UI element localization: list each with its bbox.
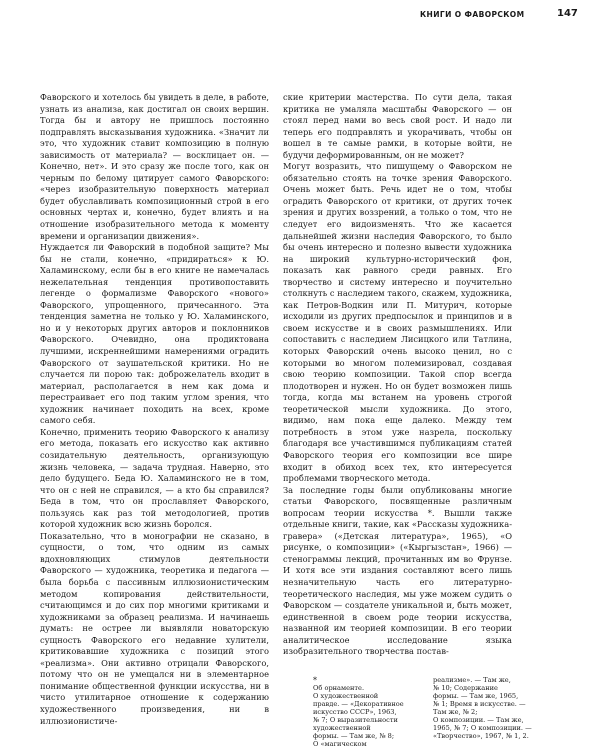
footnote-line: Об орнаменте. [313, 684, 365, 692]
paragraph: За последние годы были опубликованы многие статьи Фаворского, посвященные различным вопросам теории искусства *. Вышли также отдельные книги, такие, как «Рассказы художника-гравера» («Детская литература», 1965), «О рисунке, о композиции» («Кыргызстан», 1966) — стенограммы лекций, прочитанных им во Фрунзе. И хотя все эти издания составляют всего лишь незначительную часть его литературно-теоретического наследия, мы уже можем судить о Фаворском — создателе уникальной и, быть может, единственной в своем роде теории искусства, названной им теорией композиции. В его теории аналитическое исследование языка изобразительного творчества постав- [283, 484, 512, 657]
footnote-line: Там же, № 2; [433, 708, 478, 716]
footnote-column-b [433, 676, 543, 740]
page-number: 147 [557, 8, 578, 19]
page-header [0, 8, 600, 24]
paragraph: Фаворского и хотелось бы увидеть в деле, в работе, узнать из анализа, как достигал он своих вершин. Тогда бы и автору не пришлось постоянно подправлять высказывания художника. «Значит ли это, что художник ставит композицию в полную зависимость от материала? — восклицает он. — Конечно, нет». И это сразу же после того, как он черным по белому цитирует самого Фаворского: «через изобразительную поверхность материал будет обуславливать композиционный строй в его основных чертах и, конечно, будет влиять и на отношение изобразительного метода к моменту времени и организации движения». [40, 92, 269, 241]
footnote-line: О «магическом [313, 740, 367, 748]
running-title: КНИГИ О ФАВОРСКОМ [420, 10, 525, 19]
footnote-line: искусство СССР», 1963, [313, 708, 397, 716]
footnote-line: 1965, № 7; О композиции. — [433, 724, 532, 732]
footnote-line: «Творчество», 1967, № 1, 2. [433, 732, 529, 740]
footnote-line: правде. — «Декоративное [313, 700, 404, 708]
footnote-line: формы. — Там же, 1965, [433, 692, 519, 700]
footnote-column-a [313, 684, 423, 748]
left-column [40, 92, 269, 727]
right-column [283, 92, 512, 658]
paragraph: Могут возразить, что пишущему о Фаворском не обязательно стоять на точке зрения Фаворского. Очень может быть. Речь идет не о том, чтобы оградить Фаворского от критики, от других точек зрения и других воззрений, а только о том, что не следует его видоизменять. Что же касается дальнейшей жизни наследия Фаворского, то было бы очень интересно и полезно вывести художника на широкий культурно-исторический фон, показать как равного среди равных. Его творчество и систему интересно и поучительно столкнуть с наследием такого, скажем, художника, как Петров-Водкин или П. Митурич, которые исходили из других предпосылок и принципов и в своем искусстве и в своих размышлениях. Или сопоставить с наследием Лисицкого или Татлина, которых Фаворский очень высоко ценил, но с которыми во многом полемизировал, создавая свою теорию композиции. Такой спор всегда плодотворен и нужен. Но он будет возможен лишь тогда, когда мы встанем на уровень строгой теоретической мысли художника. До этого, видимо, нам пока еще далеко. Между тем потребность в этом уже назрела, поскольку благодаря все участившимся публикациям статей Фаворского теория его композиции все шире входит в обиход всех тех, кто интересуется проблемами творческого метода. [283, 161, 512, 484]
footnote-line: № 10; Содержание [433, 684, 498, 692]
footnote-line: № 7; О выразительности [313, 716, 398, 724]
footnote-line: реализме». — Там же, [433, 676, 511, 684]
paragraph: Показательно, что в монографии не сказано, в сущности, о том, что одним из самых вдохновляющих стимулов деятельности Фаворского — художника, теоретика и педагога — была борьба с пассивным иллюзионистическим методом копирования действительности, считающимся и до сих пор многими критиками и художниками за образец реализма. И начинаешь думать: не острее ли выявляли новаторскую сущность Фаворского его недавние хулители, критиковавшие художника с позиций этого «реализма». Они активно отрицали Фаворского, потому что он не умещался ни в элементарное понимание общественной функции искусства, ни в чисто утилитарное отношение к содержанию художественного произведения, ни в иллюзионистиче- [40, 530, 269, 726]
footnote-line: художественной [313, 724, 371, 732]
footnote-line: О художественной [313, 692, 379, 700]
footnote-line: О композиции. — Там же, [433, 716, 524, 724]
paragraph: ские критерии мастерства. По сути дела, такая критика не умаляла масштабы Фаворского — он стоял перед нами во весь свой рост. И надо ли теперь его подправлять и укорачивать, чтобы он вошел в те самые рамки, в которые войти, не будучи деформированным, он не может? [283, 92, 512, 160]
footnote-marker: * [313, 676, 317, 685]
footnote-line: формы. — Там же, № 8; [313, 732, 395, 740]
paragraph: Конечно, применить теорию Фаворского к анализу его метода, показать его искусство как активно созидательную деятельность, организующую жизнь человека, — задача трудная. Наверно, это дело будущего. Беда Ю. Халаминского не в том, что он с ней не справился, — а кто бы справился? Беда в том, что он прославляет Фаворского, пользуясь как раз той методологией, против которой художник всю жизнь боролся. [40, 426, 269, 530]
paragraph: Нуждается ли Фаворский в подобной защите? Мы бы не стали, конечно, «придираться» к Ю. Халаминскому, если бы в его книге не намечалась нежелательная тенденция противопоставить легенде о формализме Фаворского «нового» Фаворского, упрощенного, причесанного. Эта тенденция заметна не только у Ю. Халаминского, но и у некоторых других авторов и поклонников Фаворского. Очевидно, она продиктована лучшими, искреннейшими намерениями оградить Фаворского от заушательской критики. Но не случается ли порою так: доброжелатель входит в материал, располагается в нем как дома и перестраивает его под таким углом зрения, что художник начинает походить на всех, кроме самого себя. [40, 242, 269, 426]
footnote-line: № 1; Время в искусстве. — [433, 700, 526, 708]
